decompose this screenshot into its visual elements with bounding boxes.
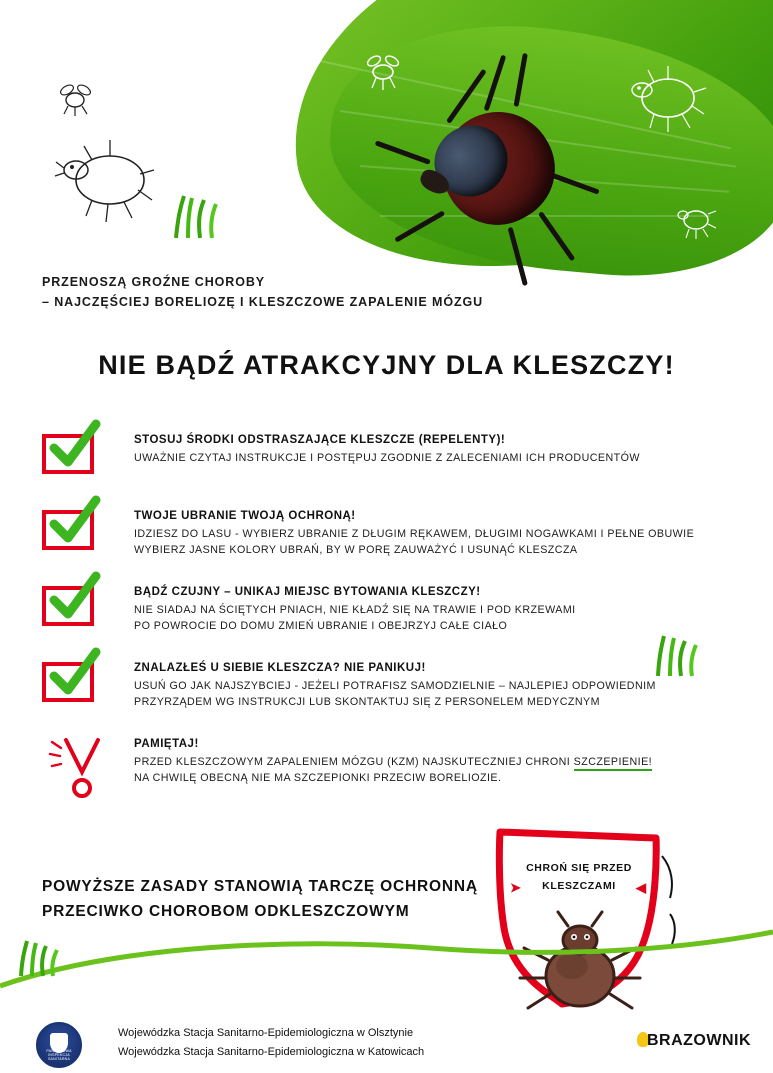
leaf-photo-area — [0, 0, 773, 300]
remember-line-1 — [134, 754, 742, 770]
doodle-tick-large-icon — [52, 130, 162, 230]
rule-line: PRZYRZĄDEM WG INSTRUKCJI LUB SKONTAKTUJ SIĘ Z PERSONELEM MEDYCZNYM — [134, 696, 600, 708]
doodle-grass-icon — [168, 188, 224, 240]
intro-text — [42, 272, 662, 312]
intro-line-2: – NAJCZĘŚCIEJ BORELIOZĘ I KLESZCZOWE ZAPALENIE MÓZGU — [42, 295, 484, 309]
rule-line: WYBIERZ JASNE KOLORY UBRAŃ, BY W PORĘ ZAUWAŻYĆ I USUNĄĆ KLESZCZA — [134, 544, 578, 556]
doodle-fly-icon — [52, 78, 98, 118]
remember-line-2: NA CHWILĘ OBECNĄ NIE MA SZCZEPIONKI PRZECIW BORELIOZIE. — [134, 772, 502, 784]
shield-arrow-right-icon: ◀ — [636, 880, 646, 895]
footer-organizations — [118, 1024, 424, 1062]
shield-label-line-2: KLESZCZAMI — [542, 880, 616, 892]
remember-line-1-text: PRZED KLESZCZOWYM ZAPALENIEM MÓZGU (KZM) NAJSKUTECZNIEJ CHRONI — [134, 756, 574, 768]
brand-text: BRAZOWNIK — [646, 1032, 751, 1049]
rules-list — [42, 432, 742, 806]
check-icon — [46, 418, 102, 474]
rule-text — [134, 508, 742, 558]
doodle-grass-bottom-icon — [14, 934, 60, 978]
seal-text: PAŃSTWOWA INSPEKCJA SANITARNA — [46, 1049, 72, 1061]
shield-arrow-left-icon: ➤ — [510, 880, 521, 895]
footer-org-line-1: Wojewódzka Stacja Sanitarno-Epidemiologiczna w Olsztynie — [118, 1027, 414, 1039]
footer-org-line-2: Wojewódzka Stacja Sanitarno-Epidemiologiczna w Katowicach — [118, 1046, 425, 1058]
rule-line: UWAŻNIE CZYTAJ INSTRUKCJE I POSTĘPUJ ZGODNIE Z ZALECENIAMI ICH PRODUCENTÓW — [134, 452, 640, 464]
rule-title: STOSUJ ŚRODKI ODSTRASZAJĄCE KLESZCZE (REPELENTY)! — [134, 434, 506, 446]
remember-title: PAMIĘTAJ! — [134, 738, 199, 750]
rule-line: PO POWROCIE DO DOMU ZMIEŃ UBRANIE I OBEJRZYJ CAŁE CIAŁO — [134, 620, 508, 632]
rule-item — [42, 660, 742, 722]
rule-line: NIE SIADAJ NA ŚCIĘTYCH PNIACH, NIE KŁADŹ SIĘ NA TRAWIE I POD KRZEWAMI — [134, 604, 576, 616]
doodle-tick-right-icon — [620, 58, 710, 138]
closing-line-2: PRZECIWKO CHOROBOM ODKLESZCZOWYM — [42, 903, 410, 920]
check-icon — [46, 646, 102, 702]
footer — [0, 1010, 773, 1073]
exclamation-icon — [48, 734, 108, 800]
rule-text — [134, 432, 742, 466]
remember-highlight: SZCZEPIENIE! — [574, 756, 652, 771]
rule-line: IDZIESZ DO LASU - WYBIERZ UBRANIE Z DŁUGIM RĘKAWEM, DŁUGIMI NOGAWKAMI I PEŁNE OBUWIE — [134, 528, 695, 540]
rule-item — [42, 584, 742, 646]
sanitary-inspection-logo — [36, 1022, 82, 1068]
rule-title: ZNALAZŁEŚ U SIEBIE KLESZCZA? NIE PANIKUJ! — [134, 662, 426, 674]
rule-line: USUŃ GO JAK NAJSZYBCIEJ - JEŻELI POTRAFISZ SAMODZIELNIE – NAJLEPIEJ ODPOWIEDNIM — [134, 680, 656, 692]
remember-block — [42, 736, 742, 806]
rule-title: TWOJE UBRANIE TWOJĄ OCHRONĄ! — [134, 510, 356, 522]
intro-line-1: PRZENOSZĄ GROŹNE CHOROBY — [42, 275, 265, 289]
doodle-grass-right-icon — [650, 628, 702, 678]
green-sweep-line — [0, 908, 773, 1018]
brand-logo — [637, 1032, 751, 1050]
check-icon — [46, 570, 102, 626]
remember-text — [134, 736, 742, 786]
doodle-tick-small-icon — [672, 198, 718, 240]
page-title: NIE BĄDŹ ATRAKCYJNY DLA KLESZCZY! — [98, 350, 675, 380]
tick-photograph — [390, 60, 600, 270]
rule-text — [134, 584, 742, 634]
check-icon — [46, 494, 102, 550]
rule-item — [42, 508, 742, 570]
rule-title: BĄDŹ CZUJNY – UNIKAJ MIEJSC BYTOWANIA KLESZCZY! — [134, 586, 481, 598]
rule-item — [42, 432, 742, 494]
closing-line-1: POWYŻSZE ZASADY STANOWIĄ TARCZĘ OCHRONNĄ — [42, 878, 478, 895]
shield-label-line-1: CHROŃ SIĘ PRZED — [526, 862, 632, 874]
